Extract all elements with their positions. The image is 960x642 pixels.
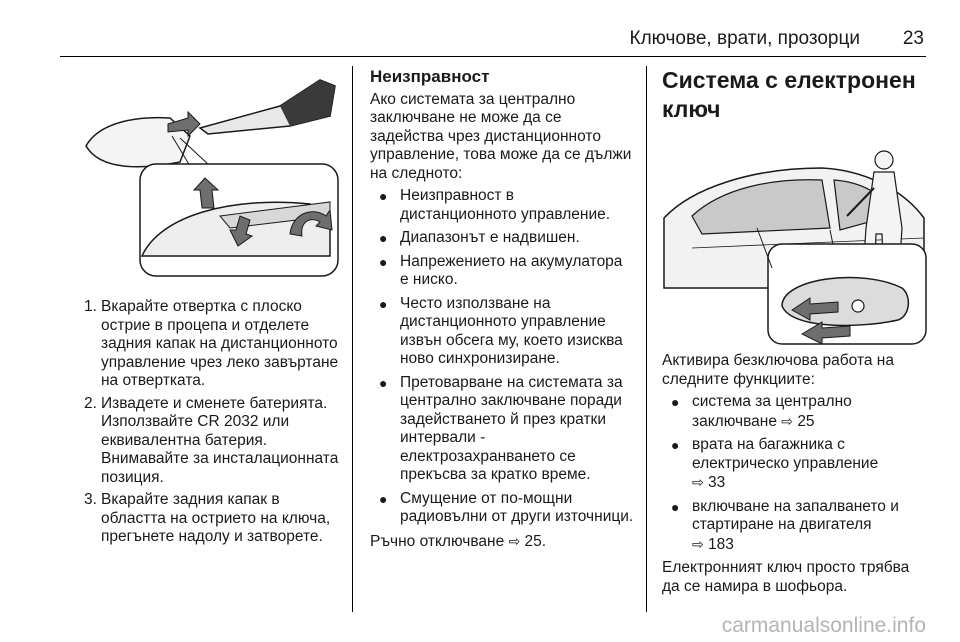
page-ref-link[interactable]: 25. [524,532,547,550]
column-left [80,66,342,551]
bullet-icon: ● [671,394,680,410]
column-divider-right [646,66,647,612]
bullet-icon: ● [379,295,388,312]
keyless-functions-list [662,393,928,554]
paragraph: Ако системата за централно заключване не може да се задейства чрез дистанционното управление, това може да се дължи на следното: [370,90,632,182]
paragraph: Активира безключова работа на следните функциите: [662,352,894,388]
list-item: 3. Вкарайте задния капак в областта на острието на ключа, прегънете надолу и затворете. [84,491,331,545]
bullet-icon: ● [379,374,388,391]
page-ref-arrow-icon: ⇨ [692,474,704,490]
list-item: ● Претоварване на системата за централно заключване поради задействането й през кратки интервали - електрозахранването се прекъсва за кратко време. [379,373,623,483]
page-number: 23 [902,28,924,49]
list-item: ● Смущение от по-мощни радиовълни от други източници. [379,489,634,525]
section-heading: Система с електронен ключ [662,67,916,122]
list-item: 1. Вкарайте отвертка с плоско острие в процепа и отделете задния капак на дистанционното управление чрез леко завъртане на отвертката. [84,298,339,389]
list-item: ● Неизправност в дистанционното управление. [379,187,611,223]
page-ref-link[interactable]: 33 [708,474,726,491]
paragraph: Електронният ключ просто трябва да се намира в шофьора. [662,559,910,595]
battery-steps-list [80,298,342,547]
bullet-icon: ● [379,188,388,204]
bullet-icon: ● [379,230,388,246]
page-ref-link[interactable]: 25 [797,412,815,430]
page-header-title: Ключове, врати, прозорци [629,28,860,49]
bullet-icon: ● [671,437,680,453]
list-item: ● включване на запалването и стартиране на двигателя ⇨ 183 [671,497,899,553]
list-item: ● Диапазонът е надвишен. [379,229,580,246]
page-ref-arrow-icon: ⇨ [781,412,793,429]
list-item: ● система за централно заключване ⇨ 25 [671,393,852,430]
manual-unlock-line: Ръчно отключване ⇨ 25. [370,532,547,550]
section-heading: Неизправност [370,67,490,86]
list-item: ● Напрежението на акумулатора е ниско. [379,252,623,288]
fault-causes-list [370,187,634,527]
bullet-icon: ● [379,253,388,270]
list-item: ● врата на багажника с електрическо управление ⇨ 33 [671,436,879,491]
list-item: ● Често използване на дистанционното управление извън обсега му, което изисква ново синхронизиране. [379,294,623,367]
watermark-text: carmanualsonline.info [721,614,926,637]
list-item: 2. Извадете и сменете батерията. Използвайте CR 2032 или еквивалентна батерия. Внимавайте за инсталационната позиция. [84,394,339,486]
column-divider-left [352,66,353,612]
page-ref-arrow-icon: ⇨ [508,532,521,549]
electronic-key-car-illustration [662,138,928,348]
page-ref-arrow-icon: ⇨ [692,535,704,552]
bullet-icon: ● [379,490,388,507]
header-rule [60,56,926,57]
column-right [662,66,928,596]
key-battery-illustration [80,66,342,280]
page-ref-link[interactable]: 183 [708,535,734,553]
column-middle [370,66,634,551]
bullet-icon: ● [671,498,680,515]
